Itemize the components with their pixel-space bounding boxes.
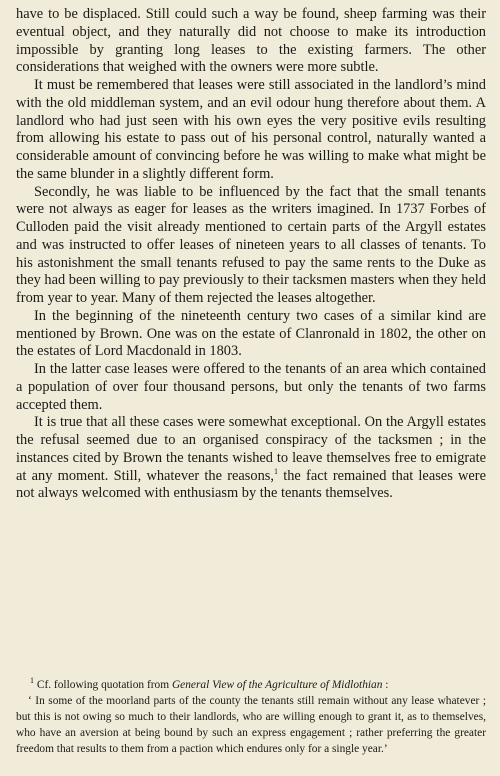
paragraph-4: In the beginning of the nineteenth century two cases of a similar kind are mentioned by Brown. One was on the estate of Clanronald in 1802, the other on the estates of Lord Macdonald in 1803. bbox=[16, 307, 486, 360]
footnote-tail: : bbox=[382, 679, 389, 691]
paragraph-5: In the latter case leases were offered to the tenants of an area which contained a population of over four thousand persons, but only the tenants of two farms accepted them. bbox=[16, 361, 486, 413]
footnote-lead: Cf. following quotation from bbox=[34, 679, 172, 691]
footnote bbox=[16, 677, 486, 757]
footnote-reference-mark: 1 bbox=[274, 466, 278, 476]
book-page bbox=[16, 6, 486, 770]
paragraph-2: It must be remembered that leases were still associated in the landlord’s mind with the old middleman system, and an evil odour hung therefore about them. A landlord who had just seen with his own eyes the very positive evils resulting from allowing his estate to pass out of his personal control, naturally wanted a considerable amount of convincing before he was willing to make what might be the same blunder in a slightly different form. bbox=[16, 77, 486, 182]
paragraph-6 bbox=[16, 414, 486, 503]
paragraph-1: have to be displaced. Still could such a way be found, sheep farming was their eventual object, and they naturally did not choose to make its introduction impossible by granting long leases to the existing farmers. The other considerations that weighed with the owners were more subtle. bbox=[16, 6, 486, 76]
footnote-source-title: General View of the Agriculture of Midlothian bbox=[171, 679, 383, 691]
paragraph-6-text-b: the fact remained that leases were not always welcomed with enthusiasm by the tenants themselves. bbox=[16, 467, 486, 502]
footnote-citation bbox=[16, 677, 486, 693]
footnote-quote: ‘ In some of the moorland parts of the county the tenants still remain without any lease whatever ; but this is not owing so much to their landlords, who are willing enough to grant it, as to themselves, who have an aversion at being bound by such an express engagement ; rather preferring the greater freedom that results to them from a paction which endures only for a single year.’ bbox=[16, 695, 486, 755]
paragraph-6-text-a: It is true that all these cases were somewhat exceptional. On the Argyll estates the refusal seemed due to an organised conspiracy of the tacksmen ; in the instances cited by Brown the tenants wished to leave themselves free to emigrate at any moment. Still, whatever the reasons, bbox=[16, 414, 486, 484]
body-text bbox=[16, 6, 486, 503]
footnote-mark: 1 bbox=[30, 676, 34, 686]
paragraph-3: Secondly, he was liable to be influenced by the fact that the small tenants were not always as eager for leases as the writers imagined. In 1737 Forbes of Culloden paid the visit already mentioned to certain parts of the Argyll estates and was instructed to offer leases of nineteen years to all classes of tenants. To his astonishment the small tenants refused to pay the same rents to the Duke as they had been willing to pay previously to their tacksmen masters when they held from year to year. Many of them rejected the leases altogether. bbox=[16, 183, 486, 306]
